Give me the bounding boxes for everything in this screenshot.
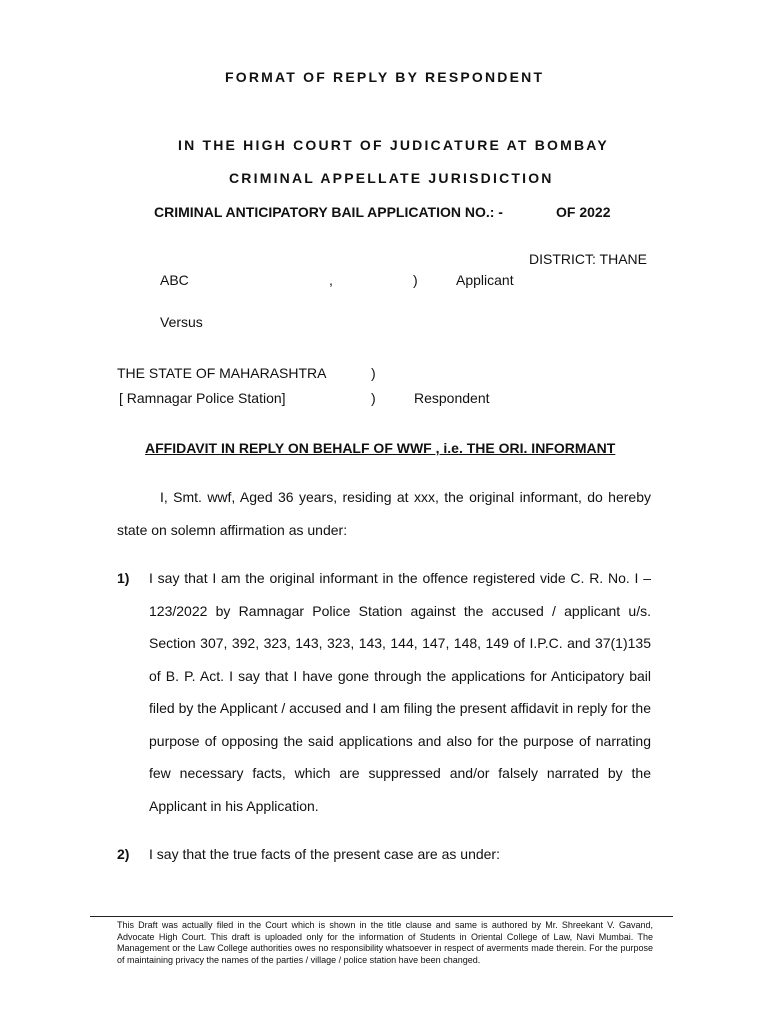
para-1-number: 1) (117, 570, 130, 586)
versus: Versus (160, 314, 203, 330)
police-station: [ Ramnagar Police Station] (119, 390, 286, 406)
respondent-label: Respondent (414, 390, 490, 406)
footnote: This Draft was actually filed in the Court which is shown in the title clause and same is authored by Mr. Shreekant V. Gavand, Advocate High Court. This draft is uploaded only for the information of Students in Oriental College of Law, Navi Mumbai. The Management or the Law College authorities owes no responsibility whatsoever in respect of averments made therein. For the purpose of maintaining privacy the names of the parties / village / police station have been changed. (117, 920, 653, 965)
applicant-bracket: ) (413, 272, 418, 288)
court-name: IN THE HIGH COURT OF JUDICATURE AT BOMBAY (178, 137, 609, 153)
application-number: CRIMINAL ANTICIPATORY BAIL APPLICATION NO.: - (154, 204, 503, 220)
district: DISTRICT: THANE (529, 251, 647, 267)
affidavit-title: AFFIDAVIT IN REPLY ON BEHALF OF WWF , i.e. THE ORI. INFORMANT (145, 440, 616, 456)
para-2-text: I say that the true facts of the present case are as under: (149, 846, 500, 862)
jurisdiction: CRIMINAL APPELLATE JURISDICTION (229, 170, 554, 186)
format-title: FORMAT OF REPLY BY RESPONDENT (225, 69, 545, 85)
respondent-bracket-2: ) (371, 390, 376, 406)
intro-line-1: I, Smt. wwf, Aged 36 years, residing at xxx, the original informant, do hereby (160, 489, 651, 505)
respondent-name: THE STATE OF MAHARASHTRA (117, 365, 327, 381)
para-2-number: 2) (117, 846, 130, 862)
applicant-label: Applicant (456, 272, 514, 288)
application-year: OF 2022 (556, 204, 611, 220)
footnote-divider (90, 916, 673, 917)
para-1-text: I say that I am the original informant in the offence registered vide C. R. No. I – 123/2022 by Ramnagar Police Station against the accused / applicant u/s. Section 307, 392, 323, 143, 323, 143, 144, 147, 148, 149 of I.P.C. and 37(1)135 of B. P. Act. I say that I have gone through the applications for Anticipatory bail filed by the Applicant / accused and I am filing the present affidavit in reply for the purpose of opposing the said applications and also for the purpose of narrating few necessary facts, which are suppressed and/or falsely narrated by the Applicant in his Application. (149, 570, 651, 814)
applicant-comma: , (329, 272, 333, 288)
respondent-bracket-1: ) (371, 365, 376, 381)
intro-line-2: state on solemn affirmation as under: (117, 522, 348, 538)
applicant-name: ABC (160, 272, 189, 288)
